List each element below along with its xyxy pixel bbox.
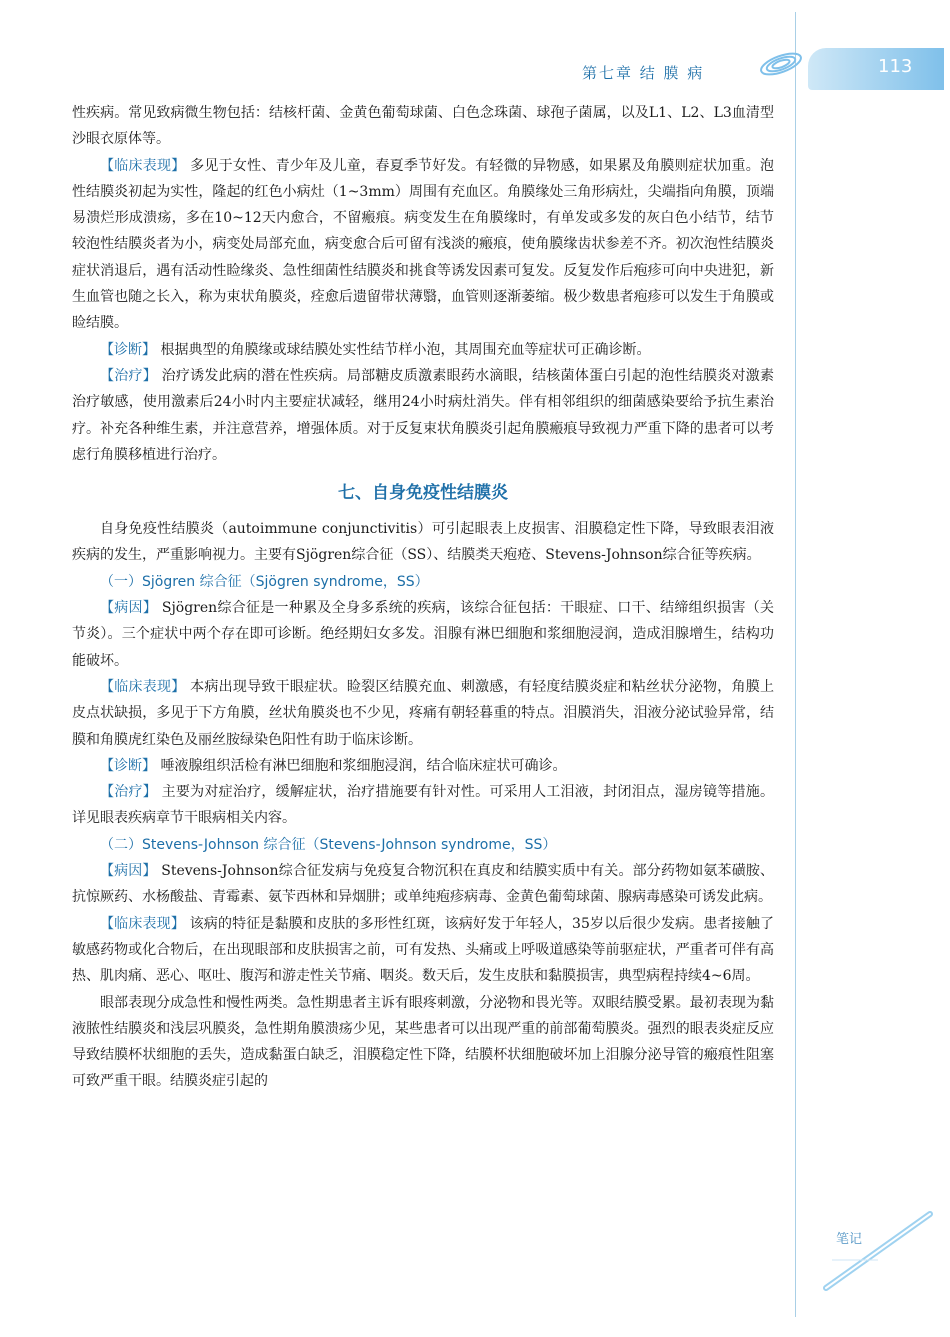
section-title: 七、自身免疫性结膜炎 [338, 483, 508, 504]
paragraph-clinical [72, 153, 774, 337]
paragraph-clinical [72, 911, 774, 990]
chapter-header: 第七章 结 膜 病 [582, 64, 705, 82]
paragraph-etiology [72, 858, 774, 911]
swirl-logo-icon [757, 42, 805, 86]
paragraph-treatment [72, 779, 774, 832]
section-tag: 【临床表现】 [100, 678, 186, 695]
paragraph-text: 主要为对症治疗，缓解症状，治疗措施要有针对性。可采用人工泪液，封闭泪点，湿房镜等措施。详见眼表疾病章节干眼病相关内容。 [72, 784, 774, 827]
paragraph-text: 该病的特征是黏膜和皮肤的多形性红斑，该病好发于年轻人，35岁以后很少发病。患者接触了敏感药物或化合物后，在出现眼部和皮肤损害之前，可有发热、头痛或上呼吸道感染等前驱症状，严重者可伴有高热、肌肉痛、恶心、呕吐、腹泻和游走性关节痛、咽炎。数天后，发生皮肤和黏膜损害，典型病程持续4~6周。 [72, 915, 775, 985]
paragraph-text: 根据典型的角膜缘或球结膜处实性结节样小泡，其周围充血等症状可正确诊断。 [156, 341, 651, 358]
paragraph-etiology [72, 595, 774, 674]
margin-rule [795, 12, 796, 1317]
page-body [72, 100, 774, 1095]
paragraph-text: 唾液腺组织活检有淋巴细胞和浆细胞浸润，结合临床症状可确诊。 [156, 757, 567, 774]
paragraph-diagnosis [72, 337, 774, 363]
paragraph-text: 多见于女性、青少年及儿童，春夏季节好发。有轻微的异物感，如果累及角膜则症状加重。泡性结膜炎初起为实性，隆起的红色小病灶（1~3mm）周围有充血区。角膜缘处三角形病灶，尖端指向角膜，顶端易溃烂形成溃疡，多在10~12天内愈合，不留瘢痕。病变发生在角膜缘时，有单发或多发的灰白色小结节，结节较泡性结膜炎者为小，病变处局部充血，病变愈合后可留有浅淡的瘢痕，使角膜缘齿状参差不齐。初次泡性结膜炎症状消退后，遇有活动性睑缘炎、急性细菌性结膜炎和挑食等诱发因素可复发。反复发作后疱疹可向中央进犯，新生血管也随之长入，称为束状角膜炎，痊愈后遗留带状薄翳，血管则逐渐萎缩。极少数患者疱疹可以发生于角膜或睑结膜。 [72, 157, 775, 332]
subsection-title: （一）Sjögren 综合征（Sjögren syndrome，SS） [100, 573, 429, 590]
paragraph-text: 治疗诱发此病的潜在性疾病。局部糖皮质激素眼药水滴眼，结核菌体蛋白引起的泡性结膜炎对激素治疗敏感，使用激素后24小时内主要症状减轻，继用24小时病灶消失。伴有相邻组织的细菌感染要给予抗生素治疗。补充各种维生素，并注意营养，增强体质。对于反复束状角膜炎引起角膜瘢痕导致视力严重下降的患者可以考虑行角膜移植进行治疗。 [72, 367, 774, 463]
paragraph: 性疾病。常见致病微生物包括：结核杆菌、金黄色葡萄球菌、白色念珠菌、球孢子菌属，以及L1、L2、L3血清型沙眼衣原体等。 [72, 105, 774, 148]
paragraph-clinical [72, 674, 774, 753]
notes-margin [818, 1208, 936, 1292]
section-tag: 【治疗】 [100, 367, 157, 384]
notes-label: 笔记 [836, 1232, 863, 1247]
section-tag: 【临床表现】 [100, 157, 186, 174]
section-tag: 【临床表现】 [100, 915, 185, 932]
paragraph-text: Stevens-Johnson综合征发病与免疫复合物沉积在真皮和结膜实质中有关。部分药物如氨苯磺胺、抗惊厥药、水杨酸盐、青霉素、氨苄西林和异烟肼；或单纯疱疹病毒、金黄色葡萄球菌、腺病毒感染可诱发此病。 [72, 863, 775, 906]
paragraph-diagnosis [72, 753, 774, 779]
page-number: 113 [878, 56, 913, 77]
paragraph-treatment [72, 363, 774, 468]
paragraph: 眼部表现分成急性和慢性两类。急性期患者主诉有眼疼刺激，分泌物和畏光等。双眼结膜受累。最初表现为黏液脓性结膜炎和浅层巩膜炎，急性期角膜溃疡少见，某些患者可以出现严重的前部葡萄膜炎。强烈的眼表炎症反应导致结膜杯状细胞的丢失，造成黏蛋白缺乏，泪膜稳定性下降，结膜杯状细胞破坏加上泪腺分泌导管的瘢痕性阻塞可致严重干眼。结膜炎症引起的 [72, 994, 774, 1090]
subsection-title: （二）Stevens-Johnson 综合征（Stevens-Johnson syndrome，SS） [100, 836, 557, 853]
page-number-badge [808, 48, 944, 90]
section-tag: 【诊断】 [100, 341, 156, 358]
section-tag: 【治疗】 [100, 784, 157, 801]
section-tag: 【诊断】 [100, 757, 156, 774]
section-tag: 【病因】 [100, 600, 158, 617]
section-tag: 【病因】 [100, 863, 157, 880]
paragraph-intro: 自身免疫性结膜炎（autoimmune conjunctivitis）可引起眼表上皮损害、泪膜稳定性下降，导致眼表泪液疾病的发生，严重影响视力。主要有Sjögren综合征（SS）、结膜类天疱疮、Stevens-Johnson综合征等疾病。 [72, 521, 774, 564]
paragraph-text: 本病出现导致干眼症状。睑裂区结膜充血、刺激感，有轻度结膜炎症和粘丝状分泌物，角膜上皮点状缺损，多见于下方角膜，丝状角膜炎也不少见，疼痛有朝轻暮重的特点。泪膜消失，泪液分泌试验异常，结膜和角膜虎红染色及丽丝胺绿染色阳性有助于临床诊断。 [72, 678, 775, 748]
pencil-icon [818, 1208, 936, 1292]
paragraph-text: Sjögren综合征是一种累及全身多系统的疾病，该综合征包括：干眼症、口干、结缔组织损害（关节炎）。三个症状中两个存在即可诊断。绝经期妇女多发。泪腺有淋巴细胞和浆细胞浸润，造成泪腺增生，结构功能破坏。 [72, 600, 775, 669]
